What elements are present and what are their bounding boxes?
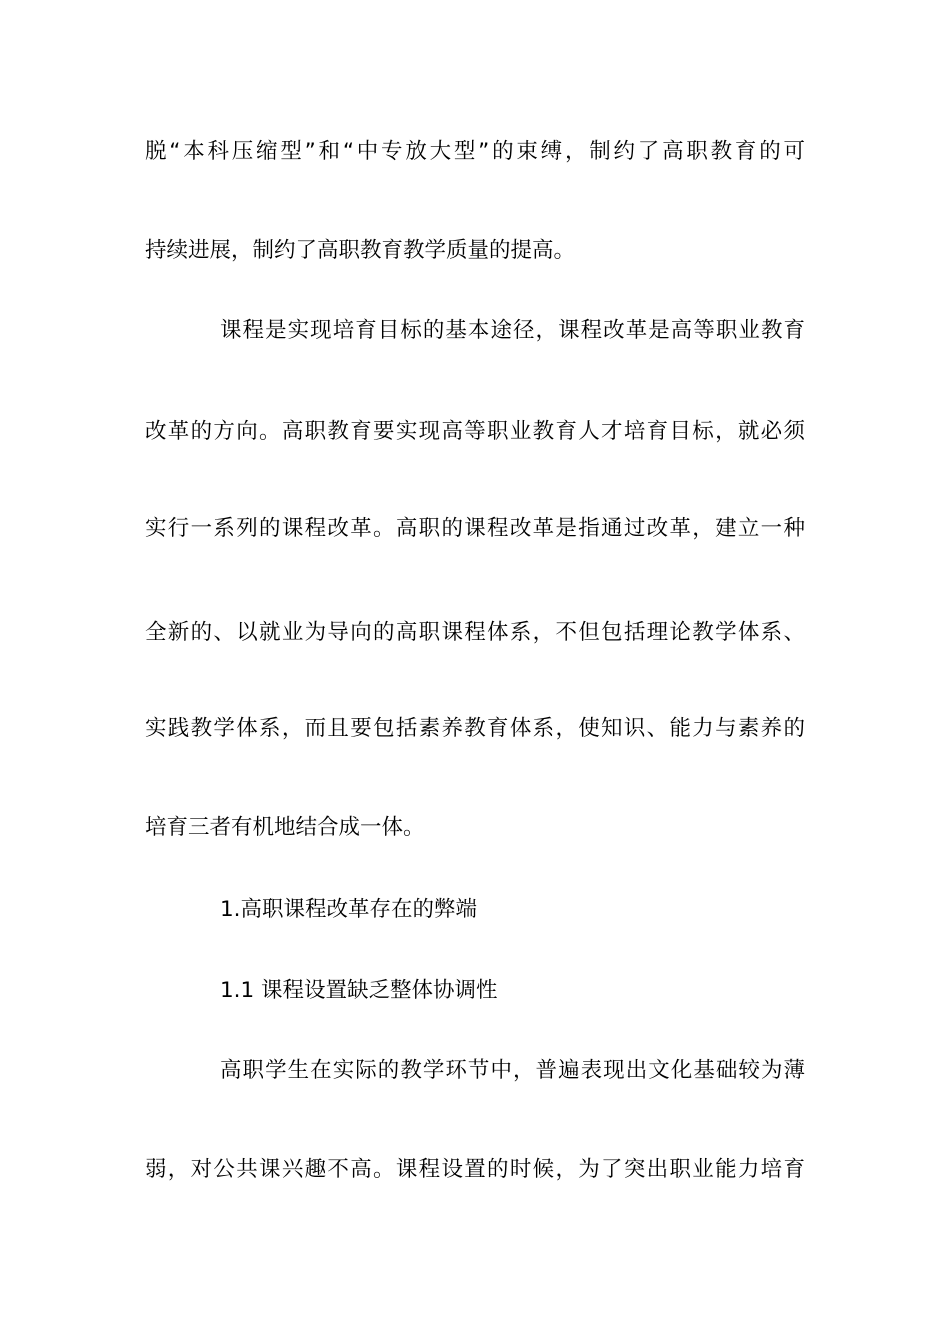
- paragraph-line: 持续进展，制约了高职教育教学质量的提高。: [145, 238, 576, 263]
- paragraph-line: 弱，对公共课兴趣不高。课程设置的时候，为了突出职业能力培育: [145, 1157, 805, 1182]
- paragraph-line: 脱“本科压缩型”和“中专放大型”的束缚，制约了高职教育的可: [145, 139, 805, 164]
- paragraph-line: 培育三者有机地结合成一体。: [145, 815, 425, 840]
- paragraph-line: 全新的、以就业为导向的高职课程体系，不但包括理论教学体系、: [145, 620, 805, 645]
- section-heading: 1.高职课程改革存在的弊端: [220, 897, 478, 922]
- paragraph-line: 高职学生在实际的教学环节中，普遍表现出文化基础较为薄: [220, 1058, 805, 1083]
- paragraph-line: 实行一系列的课程改革。高职的课程改革是指通过改革，建立一种: [145, 516, 805, 541]
- subsection-heading: 1.1 课程设置缺乏整体协调性: [220, 978, 498, 1003]
- paragraph-line: 改革的方向。高职教育要实现高等职业教育人才培育目标，就必须: [145, 419, 805, 444]
- paragraph-line: 课程是实现培育目标的基本途径，课程改革是高等职业教育: [220, 318, 805, 343]
- paragraph-line: 实践教学体系，而且要包括素养教育体系，使知识、能力与素养的: [145, 716, 805, 741]
